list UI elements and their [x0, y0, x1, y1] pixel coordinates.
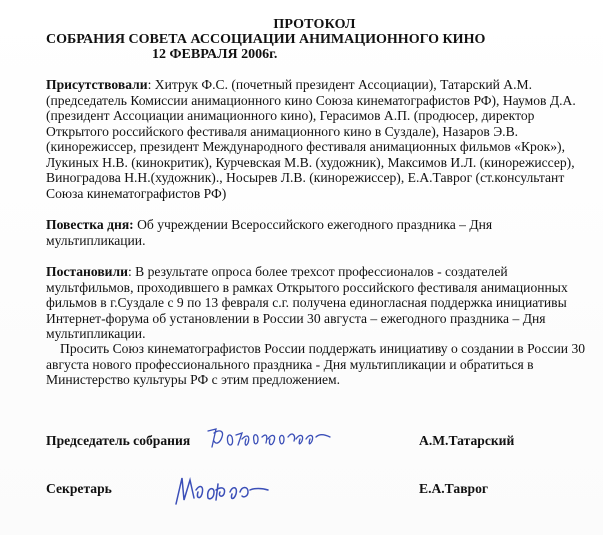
attendees-label: Присутствовали [46, 77, 148, 92]
chair-signature [202, 423, 337, 453]
document-date: 12 ФЕВРАЛЯ 2006г. [152, 47, 278, 62]
resolution-label: Постановили [46, 264, 128, 279]
secretary-role: Секретарь [46, 481, 112, 496]
attendees-text: : Хитрук Ф.С. (почетный президент Ассоциации), Татарский А.М. (председатель Комиссии анимационного кино Союза кинематографистов РФ), Наумов Д.А. (президент Ассоциации анимационного кино), Герасимов А.П. (продюсер, директор Открытого российского фестиваля анимационного кино в Суздале), Назаров Э.В. (кинорежиссер, президент Международного фестиваля анимационных фильмов «Крок»), Лукиных Н.В. (кинокритик), Курчевская М.В. (художник), Максимов И.Л. (кинорежиссер), Виноградова Н.Н.(художник)., Носырев Л.В. (кинорежиссер), Е.А.Таврог (ст.консультант Союза кинематографистов РФ) [46, 77, 576, 201]
attendees-paragraph [46, 77, 586, 201]
resolution-text: : В результате опроса более трехсот профессионалов - создателей мультфильмов, проходившего в рамках Открытого российского фестиваля анимационных фильмов в г.Суздале с 9 по 13 февраля с.г. получена единогласная поддержка инициативы Интернет-форума об установлении в России 30 августа – ежегодного праздника – Дня мультипликации. [46, 264, 568, 341]
chair-role: Председатель собрания [46, 433, 191, 448]
resolution-paragraph [46, 264, 586, 342]
document-subtitle: СОБРАНИЯ СОВЕТА АССОЦИАЦИИ АНИМАЦИОННОГО КИНО [46, 32, 486, 47]
chair-name: А.М.Татарский [419, 433, 515, 448]
agenda-text: Об учреждении Всероссийского ежегодного праздника – Дня мультипликации. [46, 217, 493, 248]
secretary-name: Е.А.Таврог [419, 481, 489, 496]
request-paragraph: Просить Союз кинематографистов России поддержать инициативу о создании в России 30 августа нового профессионального праздника - Дня мультипликации и обратиться в Министерство культуры РФ с этим предложением. [46, 341, 586, 387]
agenda-paragraph [46, 217, 586, 248]
agenda-label: Повестка дня: [46, 217, 134, 232]
document-title: ПРОТОКОЛ [273, 17, 356, 32]
secretary-signature [170, 470, 280, 508]
